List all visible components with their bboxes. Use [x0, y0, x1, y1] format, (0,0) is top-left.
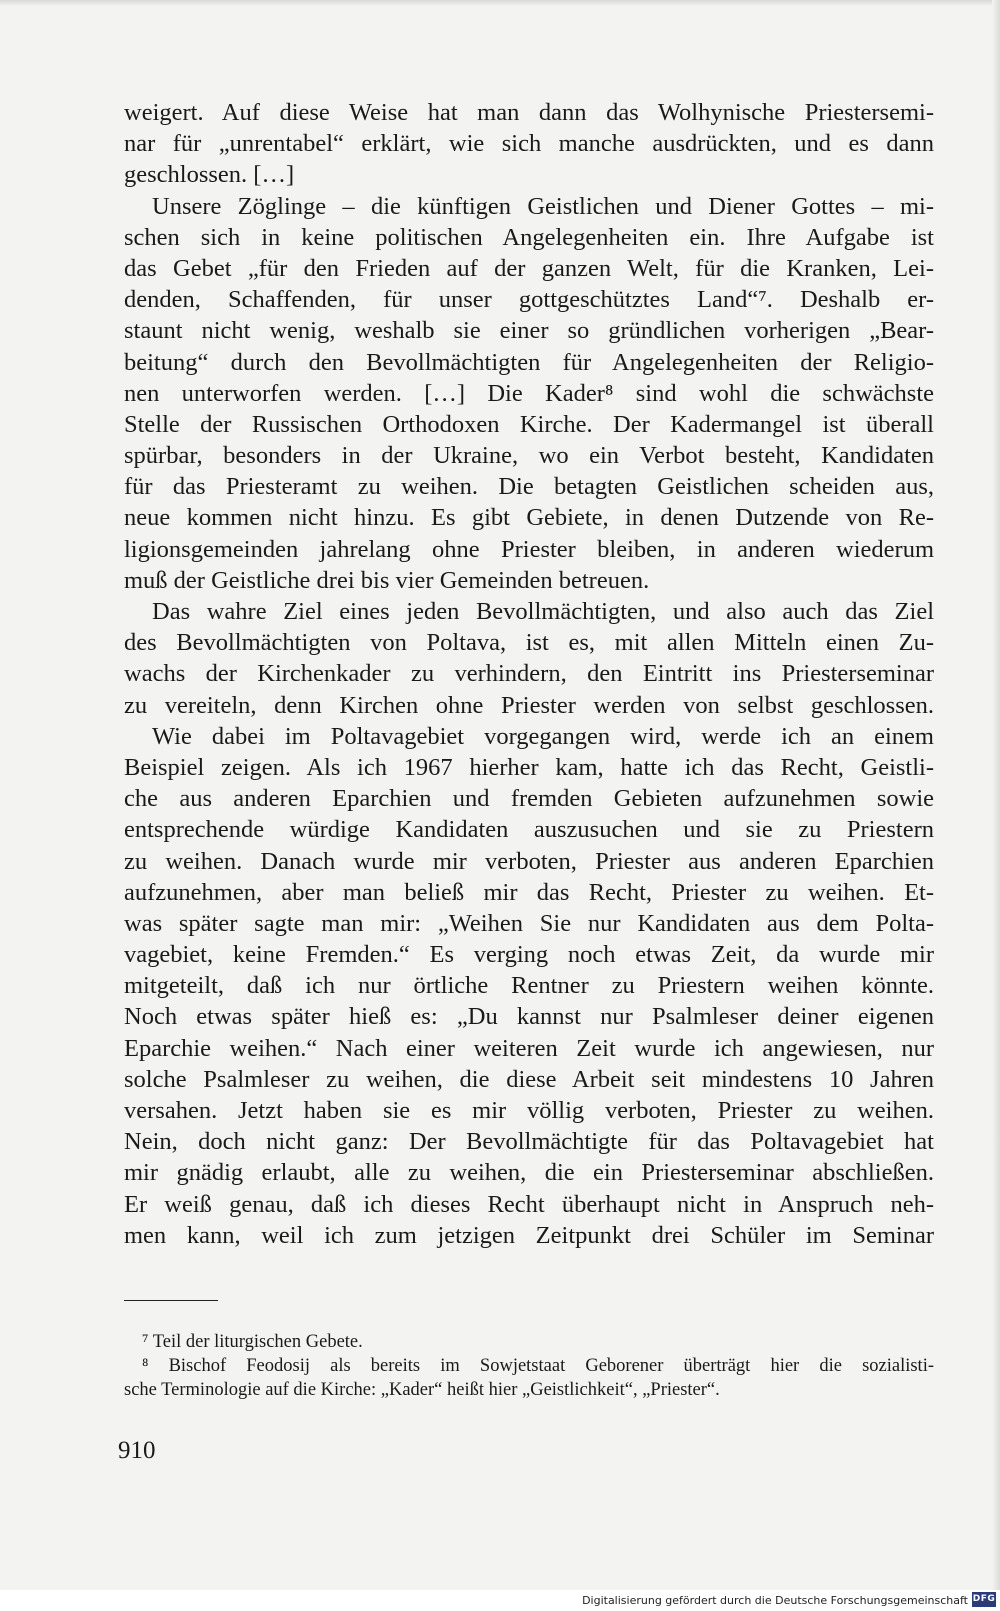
body-line: staunt nicht wenig, weshalb sie einer so gründlichen vorherigen „Bear- [124, 317, 934, 345]
body-line: das Gebet „für den Frieden auf der ganzen Welt, für die Kranken, Lei- [124, 254, 934, 282]
body-line: vagebiet, keine Fremden.“ Es verging noch etwas Zeit, da wurde mir [124, 941, 934, 969]
body-line: weigert. Auf diese Weise hat man dann das Wolhynische Priestersemi- [124, 99, 934, 126]
body-line: men kann, weil ich zum jetzigen Zeitpunkt drei Schüler im Seminar [124, 1221, 934, 1249]
body-line: Unsere Zöglinge – die künftigen Geistlichen und Diener Gottes – mi- [152, 192, 934, 220]
body-text [124, 97, 934, 1251]
page-edge-right [992, 0, 1000, 1590]
body-line: neue kommen nicht hinzu. Es gibt Gebiete, in denen Dutzende von Re- [124, 504, 934, 532]
body-line: Wie dabei im Poltavagebiet vorgegangen wird, werde ich an einem [152, 722, 934, 750]
body-line: che aus anderen Eparchien und fremden Gebieten aufzunehmen sowie [124, 785, 934, 813]
body-line: solche Psalmleser zu weihen, die diese Arbeit seit mindestens 10 Jahren [124, 1065, 934, 1093]
footnote-8-continued: sche Terminologie auf die Kirche: „Kader“ heißt hier „Geistlichkeit“, „Priester“. [124, 1380, 720, 1400]
body-line: Beispiel zeigen. Als ich 1967 hierher kam, hatte ich das Recht, Geistli- [124, 753, 934, 781]
body-line: mitgeteilt, daß ich nur örtliche Rentner zu Priestern weihen könnte. [124, 972, 934, 1000]
body-line: spürbar, besonders in der Ukraine, wo ein Verbot besteht, Kandidaten [124, 442, 934, 470]
body-line: Stelle der Russischen Orthodoxen Kirche. Der Kadermangel ist überall [124, 410, 934, 438]
body-line: aufzunehmen, aber man beließ mir das Recht, Priester zu weihen. Et- [124, 878, 934, 906]
body-line: ligionsgemeinden jahrelang ohne Priester bleiben, in anderen wiederum [124, 535, 934, 563]
page-edge-top [0, 0, 1000, 6]
body-line: nen unterworfen werden. […] Die Kader⁸ sind wohl die schwächste [124, 379, 934, 407]
body-line: mir gnädig erlaubt, alle zu weihen, die ein Priesterseminar abschließen. [124, 1159, 934, 1187]
body-line: Noch etwas später hieß es: „Du kannst nur Psalmleser deiner eigenen [124, 1003, 934, 1031]
page-number: 910 [118, 1437, 156, 1464]
footer-credit: Digitalisierung gefördert durch die Deutsche Forschungsgemeinschaft [582, 1594, 968, 1607]
body-line: Eparchie weihen.“ Nach einer weiteren Zeit wurde ich angewiesen, nur [124, 1034, 934, 1062]
body-line: nar für „unrentabel“ erklärt, wie sich manche ausdrückten, und es dann [124, 130, 934, 158]
footnote-7: ⁷ Teil der liturgischen Gebete. [142, 1332, 363, 1352]
body-line: des Bevollmächtigten von Poltava, ist es, mit allen Mitteln einen Zu- [124, 629, 934, 657]
body-line: Nein, doch nicht ganz: Der Bevollmächtigte für das Poltavagebiet hat [124, 1128, 934, 1156]
dfg-logo-icon: DFG [972, 1592, 996, 1607]
body-line: geschlossen. […] [124, 161, 295, 189]
body-line: versahen. Jetzt haben sie es mir völlig verboten, Priester zu weihen. [124, 1097, 934, 1124]
body-line: entsprechende würdige Kandidaten auszusuchen und sie zu Priestern [124, 816, 934, 844]
body-line: zu vereiteln, denn Kirchen ohne Priester werden von selbst geschlossen. [124, 691, 934, 719]
body-line: zu weihen. Danach wurde mir verboten, Priester aus anderen Eparchien [124, 847, 934, 875]
body-line: schen sich in keine politischen Angelegenheiten ein. Ihre Aufgabe ist [124, 223, 934, 251]
footnote-divider [124, 1300, 218, 1301]
body-line: beitung“ durch den Bevollmächtigten für Angelegenheiten der Religio- [124, 348, 934, 376]
body-line: Er weiß genau, daß ich dieses Recht überhaupt nicht in Anspruch neh- [124, 1190, 934, 1218]
body-line: wachs der Kirchenkader zu verhindern, den Eintritt ins Priesterseminar [124, 660, 934, 688]
body-line: Das wahre Ziel eines jeden Bevollmächtigten, und also auch das Ziel [152, 598, 934, 625]
body-line: für das Priesteramt zu weihen. Die betagten Geistlichen scheiden aus, [124, 473, 934, 501]
footnote-8: ⁸ Bischof Feodosij als bereits im Sowjetstaat Geborener überträgt hier die sozialisti- [142, 1356, 934, 1376]
footnotes [124, 1330, 934, 1402]
body-line: denden, Schaffenden, für unser gottgeschütztes Land“⁷. Deshalb er- [124, 286, 934, 314]
body-line: muß der Geistliche drei bis vier Gemeinden betreuen. [124, 566, 650, 594]
body-line: was später sagte man mir: „Weihen Sie nur Kandidaten aus dem Polta- [124, 909, 934, 937]
